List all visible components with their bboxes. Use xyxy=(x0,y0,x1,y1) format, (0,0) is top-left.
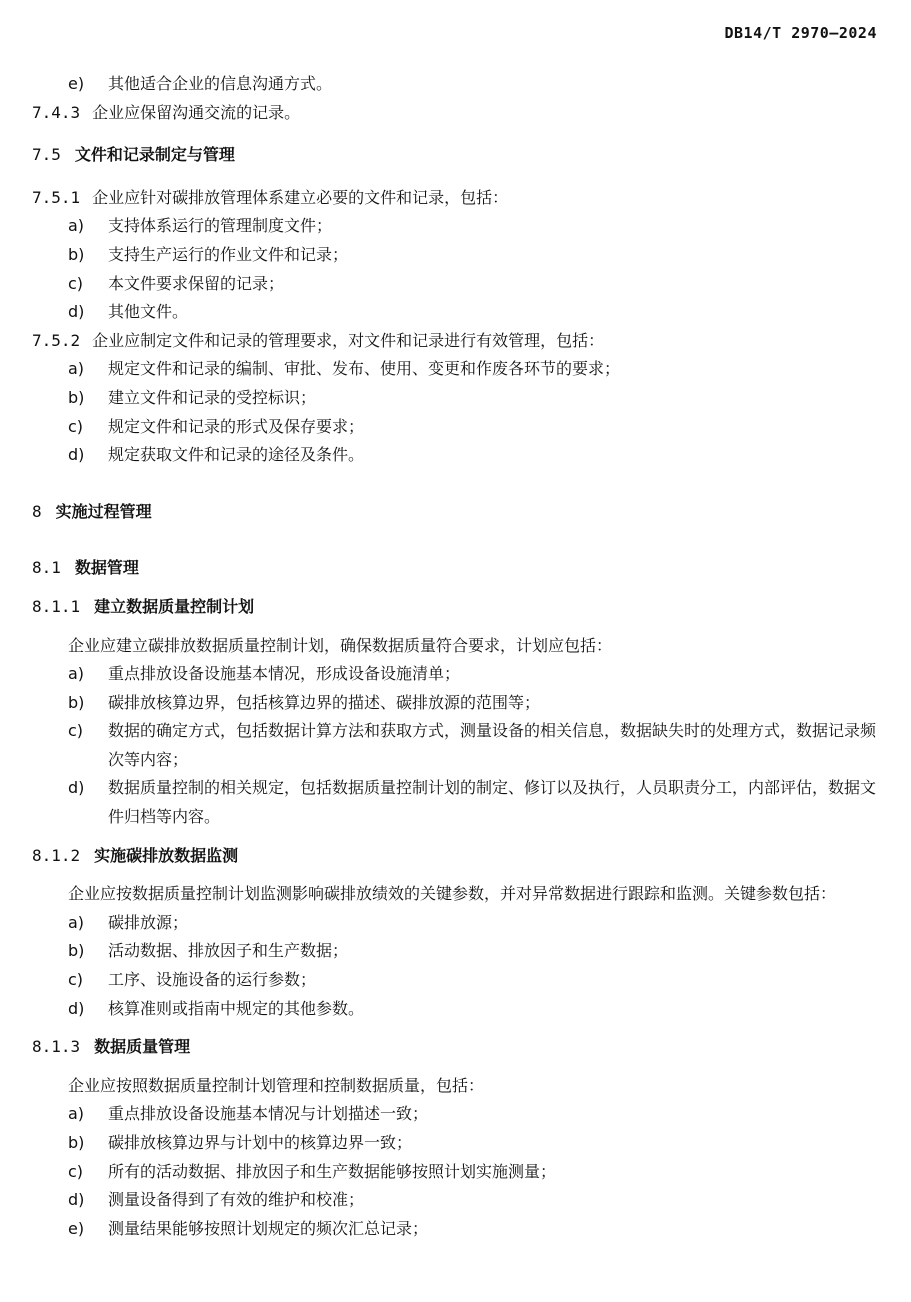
list-item xyxy=(32,995,880,1024)
document-number: DB14/T 2970—2024 xyxy=(724,24,877,42)
list-item xyxy=(32,1186,880,1215)
list-marker: c) xyxy=(68,416,84,436)
list-text: 其他适合企业的信息沟通方式。 xyxy=(108,74,333,93)
list-marker: c) xyxy=(68,721,84,741)
list-marker: d) xyxy=(68,445,85,465)
list-item xyxy=(32,241,880,270)
list-text: 重点排放设备设施基本情况与计划描述一致； xyxy=(108,1104,429,1124)
list-marker: c) xyxy=(68,273,84,293)
clause-7-5-1 xyxy=(32,184,880,213)
list-item xyxy=(32,384,880,413)
list-text: 数据质量控制的相关规定，包括数据质量控制计划的制定、修订以及执行，人员职责分工，内部评估，数据文件归档等内容。 xyxy=(108,778,877,827)
list-marker: b) xyxy=(68,692,85,712)
list-item xyxy=(32,966,880,995)
list-item xyxy=(32,689,880,718)
list-text: 活动数据、排放因子和生产数据； xyxy=(108,941,349,961)
list-marker: b) xyxy=(68,941,85,961)
list-marker: a) xyxy=(68,1104,85,1124)
list-item xyxy=(32,270,880,299)
section-title: 数据管理 xyxy=(74,558,139,578)
clause-text: 企业应制定文件和记录的管理要求，对文件和记录进行有效管理，包括： xyxy=(92,330,605,350)
list-item xyxy=(32,1158,880,1187)
list-item xyxy=(32,212,880,241)
list-text: 重点排放设备设施基本情况，形成设备设施清单； xyxy=(108,664,461,684)
list-text: 规定文件和记录的编制、审批、发布、使用、变更和作废各环节的要求； xyxy=(108,359,621,379)
clause-number: 7.5.2 xyxy=(32,330,81,350)
section-heading-7-5 xyxy=(32,141,880,170)
list-marker: d) xyxy=(68,778,85,798)
list-marker: d) xyxy=(68,302,85,322)
list-item xyxy=(32,660,880,689)
list-text: 所有的活动数据、排放因子和生产数据能够按照计划实施测量； xyxy=(108,1161,557,1181)
section-heading-8-1 xyxy=(32,554,880,583)
list-item xyxy=(32,355,880,384)
section-heading-8-1-3 xyxy=(32,1033,880,1062)
clause-number: 7.5.1 xyxy=(32,187,81,207)
list-marker: d) xyxy=(68,998,85,1018)
list-text: 数据的确定方式，包括数据计算方法和获取方式，测量设备的相关信息，数据缺失时的处理方式，数据记录频次等内容； xyxy=(108,721,877,769)
section-number: 8 xyxy=(32,501,42,521)
section-title: 文件和记录制定与管理 xyxy=(74,145,235,165)
list-item xyxy=(32,1129,880,1158)
section-title: 建立数据质量控制计划 xyxy=(94,596,255,616)
list-text: 支持生产运行的作业文件和记录； xyxy=(108,244,349,264)
list-item xyxy=(32,441,880,470)
list-marker: a) xyxy=(68,359,85,379)
section-number: 8.1.2 xyxy=(32,845,81,865)
list-text: 本文件要求保留的记录； xyxy=(108,273,285,293)
list-text: 碳排放核算边界与计划中的核算边界一致； xyxy=(108,1133,413,1152)
list-marker: b) xyxy=(68,244,85,264)
list-marker: b) xyxy=(68,387,85,407)
section-number: 8.1.3 xyxy=(32,1037,81,1057)
list-item xyxy=(32,70,880,99)
section-heading-8-1-1 xyxy=(32,593,880,622)
list-marker: d) xyxy=(68,1190,85,1210)
document-body xyxy=(32,70,880,1243)
list-item xyxy=(32,1215,880,1244)
list-marker: e) xyxy=(68,1218,85,1238)
clause-7-4-3 xyxy=(32,99,880,128)
list-item xyxy=(32,717,880,774)
section-number: 7.5 xyxy=(32,145,61,165)
list-item xyxy=(32,413,880,442)
list-marker: a) xyxy=(68,912,85,932)
paragraph: 企业应建立碳排放数据质量控制计划，确保数据质量符合要求，计划应包括： xyxy=(68,635,613,655)
paragraph: 企业应按数据质量控制计划监测影响碳排放绩效的关键参数，并对异常数据进行跟踪和监测。关键参数包括： xyxy=(68,884,837,904)
clause-number: 7.4.3 xyxy=(32,102,81,122)
list-text: 碳排放核算边界，包括核算边界的描述、碳排放源的范围等； xyxy=(108,692,541,712)
list-marker: c) xyxy=(68,1161,84,1181)
list-item xyxy=(32,937,880,966)
list-item xyxy=(32,298,880,327)
list-marker: c) xyxy=(68,970,84,990)
list-marker: a) xyxy=(68,216,85,236)
clause-text: 企业应针对碳排放管理体系建立必要的文件和记录，包括： xyxy=(92,187,509,207)
list-text: 工序、设施设备的运行参数； xyxy=(108,970,317,990)
list-item xyxy=(32,1100,880,1129)
section-title: 数据质量管理 xyxy=(94,1037,191,1057)
list-text: 规定文件和记录的形式及保存要求； xyxy=(108,416,365,436)
section-heading-8 xyxy=(32,498,880,527)
section-title: 实施过程管理 xyxy=(55,501,152,521)
section-number: 8.1.1 xyxy=(32,596,81,616)
list-text: 其他文件。 xyxy=(108,302,189,322)
list-item xyxy=(32,774,880,831)
list-marker: b) xyxy=(68,1133,85,1152)
list-text: 碳排放源； xyxy=(108,912,189,932)
list-marker: a) xyxy=(68,664,85,684)
list-text: 建立文件和记录的受控标识； xyxy=(108,387,317,407)
paragraph: 企业应按照数据质量控制计划管理和控制数据质量，包括： xyxy=(68,1075,485,1095)
list-marker: e) xyxy=(68,74,85,93)
section-heading-8-1-2 xyxy=(32,842,880,871)
list-item xyxy=(32,909,880,938)
list-text: 核算准则或指南中规定的其他参数。 xyxy=(108,998,365,1018)
list-text: 测量设备得到了有效的维护和校准； xyxy=(108,1190,365,1210)
section-title: 实施碳排放数据监测 xyxy=(94,845,239,865)
list-text: 测量结果能够按照计划规定的频次汇总记录； xyxy=(108,1218,429,1238)
section-number: 8.1 xyxy=(32,558,61,578)
list-text: 规定获取文件和记录的途径及条件。 xyxy=(108,445,365,465)
clause-7-5-2 xyxy=(32,327,880,356)
clause-text: 企业应保留沟通交流的记录。 xyxy=(92,102,301,122)
list-text: 支持体系运行的管理制度文件； xyxy=(108,216,333,236)
